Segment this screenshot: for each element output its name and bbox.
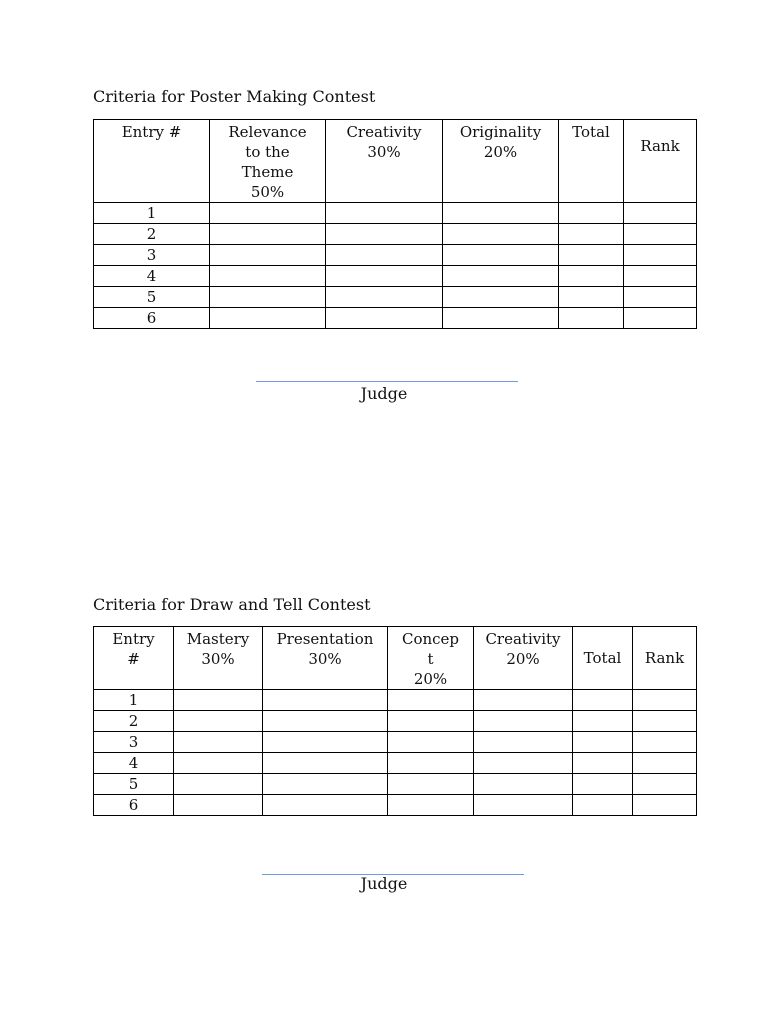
header-entry: Entry # bbox=[94, 120, 210, 203]
creativity-cell[interactable] bbox=[474, 690, 573, 711]
rank-cell[interactable] bbox=[624, 287, 697, 308]
rank-cell[interactable] bbox=[624, 203, 697, 224]
total-cell[interactable] bbox=[559, 308, 624, 329]
creativity-cell[interactable] bbox=[326, 308, 443, 329]
presentation-cell[interactable] bbox=[263, 795, 388, 816]
rank-cell[interactable] bbox=[633, 795, 697, 816]
header-creativity: Creativity 30% bbox=[326, 120, 443, 203]
draw-contest-title: Criteria for Draw and Tell Contest bbox=[93, 595, 371, 614]
poster-criteria-table bbox=[93, 119, 697, 329]
presentation-cell[interactable] bbox=[263, 753, 388, 774]
creativity-cell[interactable] bbox=[326, 245, 443, 266]
creativity-cell[interactable] bbox=[474, 753, 573, 774]
draw-header-row bbox=[94, 627, 697, 690]
table-row bbox=[94, 287, 697, 308]
relevance-cell[interactable] bbox=[210, 245, 326, 266]
table-row bbox=[94, 753, 697, 774]
presentation-cell[interactable] bbox=[263, 774, 388, 795]
relevance-cell[interactable] bbox=[210, 266, 326, 287]
entry-number: 5 bbox=[94, 287, 210, 308]
poster-judge-label: Judge bbox=[360, 384, 408, 403]
mastery-cell[interactable] bbox=[174, 795, 263, 816]
table-row bbox=[94, 266, 697, 287]
total-cell[interactable] bbox=[573, 711, 633, 732]
total-cell[interactable] bbox=[573, 753, 633, 774]
header-mastery: Mastery 30% bbox=[174, 627, 263, 690]
concept-cell[interactable] bbox=[388, 753, 474, 774]
header-total: Total bbox=[559, 120, 624, 203]
creativity-cell[interactable] bbox=[326, 224, 443, 245]
total-cell[interactable] bbox=[559, 287, 624, 308]
creativity-cell[interactable] bbox=[326, 266, 443, 287]
entry-number: 2 bbox=[94, 224, 210, 245]
relevance-cell[interactable] bbox=[210, 287, 326, 308]
entry-number: 1 bbox=[94, 203, 210, 224]
relevance-cell[interactable] bbox=[210, 224, 326, 245]
header-rank: Rank bbox=[633, 627, 697, 690]
header-relevance: Relevance to the Theme 50% bbox=[210, 120, 326, 203]
originality-cell[interactable] bbox=[443, 287, 559, 308]
originality-cell[interactable] bbox=[443, 224, 559, 245]
entry-number: 4 bbox=[94, 266, 210, 287]
draw-judge-label: Judge bbox=[360, 874, 408, 893]
header-total: Total bbox=[573, 627, 633, 690]
entry-number: 1 bbox=[94, 690, 174, 711]
total-cell[interactable] bbox=[559, 266, 624, 287]
table-row bbox=[94, 203, 697, 224]
presentation-cell[interactable] bbox=[263, 711, 388, 732]
entry-number: 6 bbox=[94, 795, 174, 816]
creativity-cell[interactable] bbox=[474, 732, 573, 753]
table-row bbox=[94, 774, 697, 795]
table-row bbox=[94, 711, 697, 732]
total-cell[interactable] bbox=[573, 732, 633, 753]
table-row bbox=[94, 795, 697, 816]
creativity-cell[interactable] bbox=[474, 711, 573, 732]
mastery-cell[interactable] bbox=[174, 711, 263, 732]
creativity-cell[interactable] bbox=[474, 795, 573, 816]
rank-cell[interactable] bbox=[633, 753, 697, 774]
poster-header-row bbox=[94, 120, 697, 203]
total-cell[interactable] bbox=[559, 224, 624, 245]
total-cell[interactable] bbox=[573, 795, 633, 816]
total-cell[interactable] bbox=[573, 774, 633, 795]
rank-cell[interactable] bbox=[633, 690, 697, 711]
entry-number: 5 bbox=[94, 774, 174, 795]
entry-number: 4 bbox=[94, 753, 174, 774]
rank-cell[interactable] bbox=[624, 245, 697, 266]
total-cell[interactable] bbox=[559, 245, 624, 266]
rank-cell[interactable] bbox=[633, 774, 697, 795]
concept-cell[interactable] bbox=[388, 732, 474, 753]
header-concept: Concep t 20% bbox=[388, 627, 474, 690]
entry-number: 2 bbox=[94, 711, 174, 732]
header-entry: Entry # bbox=[94, 627, 174, 690]
creativity-cell[interactable] bbox=[326, 287, 443, 308]
total-cell[interactable] bbox=[573, 690, 633, 711]
relevance-cell[interactable] bbox=[210, 308, 326, 329]
creativity-cell[interactable] bbox=[326, 203, 443, 224]
mastery-cell[interactable] bbox=[174, 774, 263, 795]
creativity-cell[interactable] bbox=[474, 774, 573, 795]
header-presentation: Presentation 30% bbox=[263, 627, 388, 690]
mastery-cell[interactable] bbox=[174, 732, 263, 753]
entry-number: 3 bbox=[94, 245, 210, 266]
rank-cell[interactable] bbox=[633, 732, 697, 753]
table-row bbox=[94, 308, 697, 329]
rank-cell[interactable] bbox=[624, 266, 697, 287]
concept-cell[interactable] bbox=[388, 795, 474, 816]
entry-number: 6 bbox=[94, 308, 210, 329]
concept-cell[interactable] bbox=[388, 774, 474, 795]
table-row bbox=[94, 732, 697, 753]
presentation-cell[interactable] bbox=[263, 690, 388, 711]
concept-cell[interactable] bbox=[388, 690, 474, 711]
poster-contest-title: Criteria for Poster Making Contest bbox=[93, 87, 376, 106]
table-row bbox=[94, 224, 697, 245]
total-cell[interactable] bbox=[559, 203, 624, 224]
rank-cell[interactable] bbox=[624, 224, 697, 245]
table-row bbox=[94, 245, 697, 266]
originality-cell[interactable] bbox=[443, 308, 559, 329]
rank-cell[interactable] bbox=[633, 711, 697, 732]
mastery-cell[interactable] bbox=[174, 753, 263, 774]
header-originality: Originality 20% bbox=[443, 120, 559, 203]
draw-criteria-table bbox=[93, 626, 697, 816]
poster-signature-line[interactable] bbox=[256, 381, 518, 382]
header-creativity: Creativity 20% bbox=[474, 627, 573, 690]
entry-number: 3 bbox=[94, 732, 174, 753]
table-row bbox=[94, 690, 697, 711]
originality-cell[interactable] bbox=[443, 203, 559, 224]
originality-cell[interactable] bbox=[443, 266, 559, 287]
mastery-cell[interactable] bbox=[174, 690, 263, 711]
concept-cell[interactable] bbox=[388, 711, 474, 732]
presentation-cell[interactable] bbox=[263, 732, 388, 753]
originality-cell[interactable] bbox=[443, 245, 559, 266]
header-rank: Rank bbox=[624, 120, 697, 203]
relevance-cell[interactable] bbox=[210, 203, 326, 224]
rank-cell[interactable] bbox=[624, 308, 697, 329]
